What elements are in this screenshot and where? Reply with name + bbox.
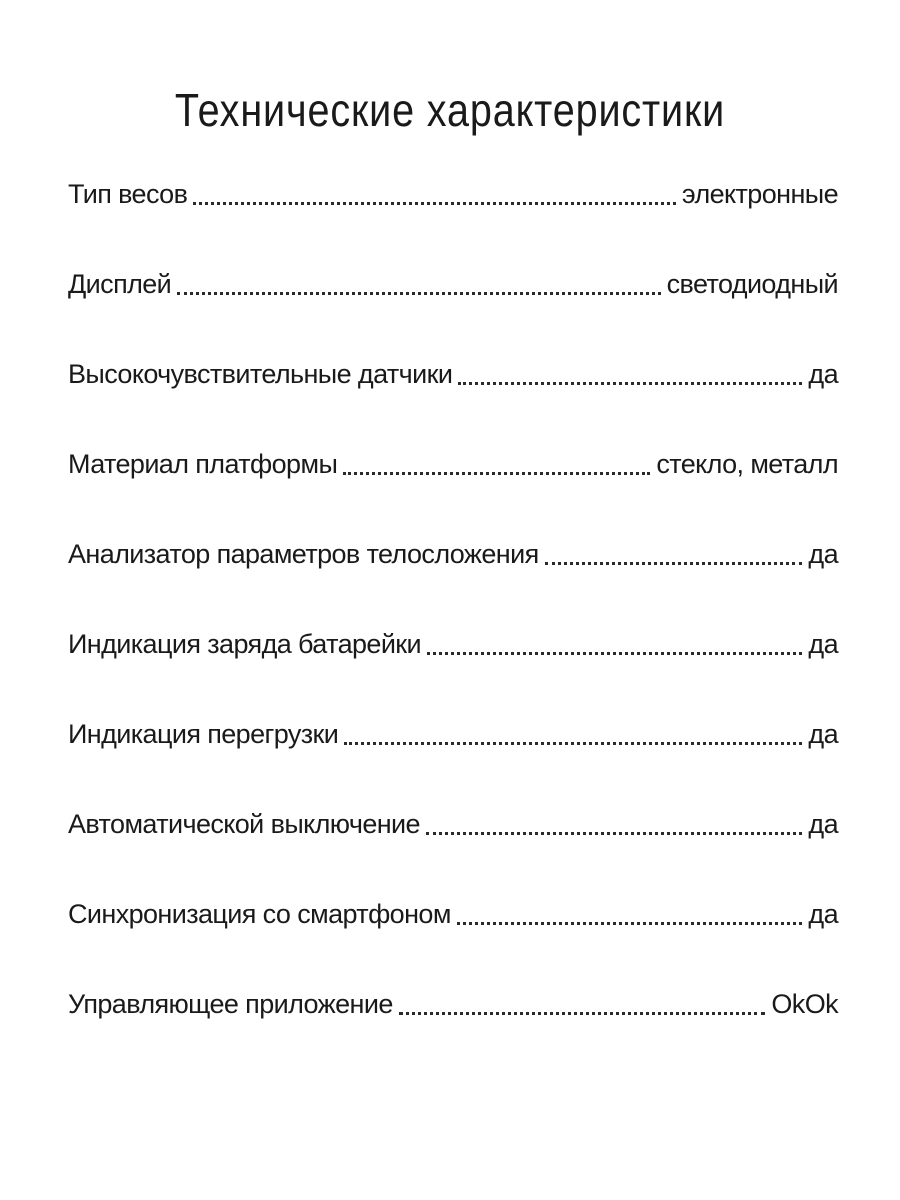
spec-value: светодиодный <box>666 269 838 299</box>
spec-row-platform-material <box>68 440 838 530</box>
spec-value: да <box>808 809 838 839</box>
spec-label: Управляющее приложение <box>68 989 393 1019</box>
spec-label: Автоматической выключение <box>68 809 420 839</box>
dotted-leader <box>545 530 803 578</box>
spec-value: да <box>808 629 838 659</box>
spec-label: Высокочувствительные датчики <box>68 359 453 389</box>
spec-value: да <box>808 719 838 749</box>
dotted-leader <box>343 440 650 488</box>
spec-label: Материал платформы <box>68 449 338 479</box>
dotted-leader <box>344 710 802 758</box>
dotted-leader <box>399 980 766 1028</box>
spec-label: Дисплей <box>68 269 172 299</box>
spec-value: стекло, металл <box>656 449 838 479</box>
spec-row-smartphone-sync <box>68 890 838 980</box>
spec-value: OkOk <box>771 989 838 1019</box>
spec-label: Индикация заряда батарейки <box>68 629 422 659</box>
spec-value: да <box>808 359 838 389</box>
spec-value: да <box>808 899 838 929</box>
spec-label: Тип весов <box>68 179 188 209</box>
spec-list <box>68 170 838 1070</box>
dotted-leader <box>458 350 802 398</box>
spec-label: Анализатор параметров телосложения <box>68 539 539 569</box>
spec-row-sensors <box>68 350 838 440</box>
page-title: Технические характеристики <box>174 83 726 136</box>
dotted-leader <box>427 620 802 668</box>
spec-value: да <box>808 539 838 569</box>
spec-label: Синхронизация со смартфоном <box>68 899 451 929</box>
spec-row-body-analyzer <box>68 530 838 620</box>
dotted-leader <box>457 890 803 938</box>
spec-label: Индикация перегрузки <box>68 719 339 749</box>
dotted-leader <box>177 260 660 308</box>
spec-value: электронные <box>681 179 838 209</box>
spec-row-auto-off <box>68 800 838 890</box>
dotted-leader <box>426 800 802 848</box>
spec-row-display <box>68 260 838 350</box>
spec-row-control-app <box>68 980 838 1070</box>
dotted-leader <box>193 170 676 218</box>
spec-row-battery-indicator <box>68 620 838 710</box>
spec-row-overload-indicator <box>68 710 838 800</box>
spec-row-scale-type <box>68 170 838 260</box>
